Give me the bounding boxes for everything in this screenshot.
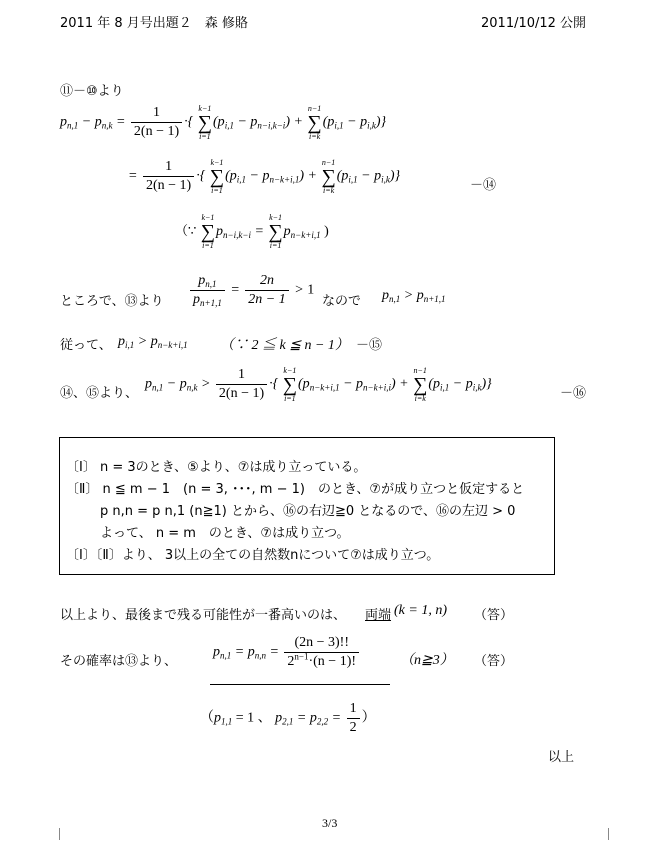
- header-left: 2011 年 8 月号出題２ 森 修賂: [60, 16, 248, 31]
- conclusion-text: 以上より、最後まで残る可能性が一番高いのは、: [60, 608, 347, 623]
- answer-mark-2: （答）: [474, 654, 514, 669]
- underline-rule: [210, 684, 390, 685]
- equation-1: $p_{n,1} - p_{n,k}$ = $\frac{1}{2(n - 1)}$ ·{ k−1 ∑ i=1 $(p_{i,1} - p_{n-i,k-i})$ + n−1 ∑ i=k $(p_{i,1} - p_{i,k})$}: [60, 103, 387, 141]
- intro-text: ⑪－⑩より: [60, 84, 124, 99]
- crop-mark-left: [59, 828, 60, 840]
- box-line-4: よって、 n = m のとき、⑦は成り立つ。: [100, 526, 350, 541]
- answer-mark-1: （答）: [474, 608, 514, 623]
- probability-text: その確率は⑬より、: [60, 654, 178, 669]
- inequality-result: $p_{n,1} > p_{n+1,1}$: [382, 288, 446, 304]
- ryoutan-k: (k = 1, n): [394, 603, 447, 618]
- shitagatte-text: 従って、: [60, 338, 112, 353]
- nanode-text: なので: [322, 294, 362, 309]
- box-line-2: 〔Ⅱ〕 n ≦ m − 1 (n = 3, ･･･, m − 1) のとき、⑦が成り立つと仮定すると: [66, 482, 525, 497]
- probability-equation: $p_{n,1} = p_{n,n}$ = $\frac{(2n - 3)!!}{2^{n-1}\cdot(n - 1)!}$: [213, 634, 361, 671]
- equation-label-16: －⑯: [560, 386, 587, 401]
- box-line-3: p n,n = p n,1 (n≧1) とから、⑯の右辺≧0 となるので、⑯の左辺 > 0: [100, 504, 516, 519]
- equation-16: $p_{n,1} - p_{n,k}$ > $\frac{1}{2(n - 1)}$ ·{ k−1 ∑ i=1 $(p_{n-k+i,1} - p_{n-k+i,i})$ + n−1 ∑ i=k $(p_{i,1} - p_{i,k})$}: [145, 365, 492, 403]
- box-line-5: 〔Ⅰ〕〔Ⅱ〕より、 3以上の全ての自然数nについて⑦は成り立つ。: [66, 548, 440, 563]
- ryoutan-text: 両端: [365, 608, 392, 623]
- probability-condition: （n≧3）: [400, 653, 454, 668]
- because-equation: （∵ k−1 ∑ i=1 $p_{n-i,k-i}$ = k−1 ∑ i=1 $p_{n-k+i,1}$ ): [175, 213, 329, 250]
- condition-15: （∵ 2 ≦ k ≦ n − 1）: [220, 338, 349, 353]
- header-right: 2011/10/12 公開: [481, 16, 587, 31]
- from-14-15-text: ⑭、⑮より、: [60, 386, 139, 401]
- initial-values: （$p_{1,1} = 1$ 、 $p_{2,1} = p_{2,2}$ = $\frac{1}{2}$ ）: [200, 701, 376, 735]
- equation-label-15: －⑮: [356, 338, 383, 353]
- inequality-15: $p_{i,1} > p_{n-k+i,1}$: [118, 334, 188, 350]
- page-number: 3/3: [322, 816, 338, 830]
- crop-mark-right: [608, 828, 609, 840]
- equation-label-14: －⑭: [470, 178, 497, 193]
- end-mark: 以上: [548, 750, 575, 765]
- tokoro-text: ところで、⑬より: [60, 294, 164, 309]
- ratio-equation: $\frac{p_{n,1}}{p_{n+1,1}}$ = $\frac{2n}{2n - 1}$ > 1: [188, 272, 314, 309]
- equation-2: = $\frac{1}{2(n - 1)}$ ·{ k−1 ∑ i=1 $(p_{i,1} - p_{n-k+i,1})$ + n−1 ∑ i=k $(p_{i,1} - p_{i,k})$}: [128, 157, 401, 195]
- box-line-1: 〔Ⅰ〕 n = 3のとき、⑤より、⑦は成り立っている。: [66, 460, 367, 475]
